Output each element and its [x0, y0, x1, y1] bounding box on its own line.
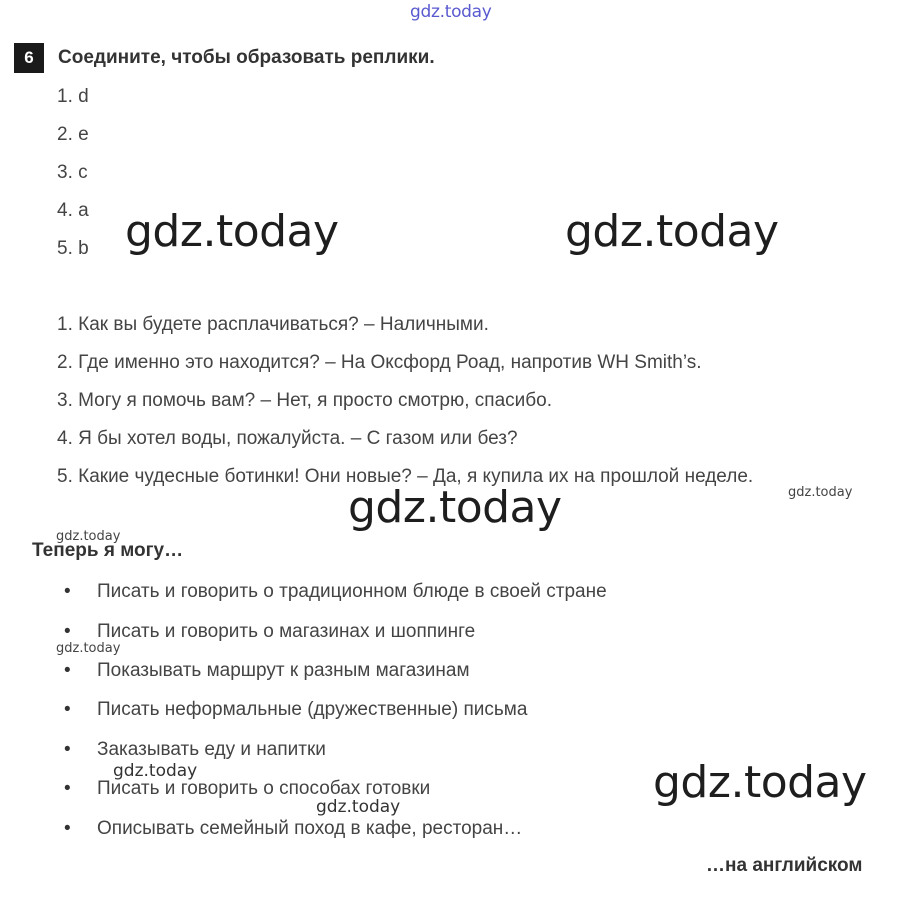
sentence-item: 5. Какие чудесные ботинки! Они новые? – Да, я купила их на прошлой неделе.: [57, 466, 754, 487]
watermark-medium: gdz.today: [113, 761, 198, 781]
skill-item: Писать неформальные (дружественные) письма: [97, 699, 528, 720]
skill-item: Писать и говорить о магазинах и шоппинге: [97, 621, 476, 642]
exercise-title: Соедините, чтобы образовать реплики.: [58, 47, 435, 68]
bullet-dot: •: [64, 699, 71, 720]
bullet-dot: •: [64, 739, 71, 760]
watermark-small: gdz.today: [56, 641, 121, 656]
bullet-dot: •: [64, 621, 71, 642]
sentence-item: 4. Я бы хотел воды, пожалуйста. – С газом или без?: [57, 428, 518, 449]
skill-item: Показывать маршрут к разным магазинам: [97, 660, 470, 681]
watermark-small: gdz.today: [788, 485, 853, 500]
answer-item: 4. a: [57, 200, 89, 221]
section-heading: Теперь я могу…: [32, 540, 184, 561]
watermark-large: gdz.today: [348, 482, 562, 533]
watermark-small: gdz.today: [56, 529, 121, 544]
skill-item: Писать и говорить о традиционном блюде в своей стране: [97, 581, 607, 602]
watermark-large: gdz.today: [125, 206, 339, 257]
bullet-dot: •: [64, 581, 71, 602]
bullet-dot: •: [64, 660, 71, 681]
footer-note: …на английском: [706, 855, 863, 876]
skill-item: Писать и говорить о способах готовки: [97, 778, 431, 799]
answer-item: 2. e: [57, 124, 89, 145]
answer-item: 5. b: [57, 238, 89, 259]
answer-item: 1. d: [57, 86, 89, 107]
watermark-medium: gdz.today: [316, 797, 401, 817]
watermark-top: gdz.today: [410, 2, 492, 22]
exercise-number-badge: 6: [14, 43, 44, 73]
skill-item: Заказывать еду и напитки: [97, 739, 326, 760]
sentence-item: 2. Где именно это находится? – На Оксфорд Роад, напротив WH Smith’s.: [57, 352, 702, 373]
skill-item: Описывать семейный поход в кафе, ресторан…: [97, 818, 523, 839]
bullet-dot: •: [64, 818, 71, 839]
watermark-large: gdz.today: [565, 206, 779, 257]
bullet-dot: •: [64, 778, 71, 799]
watermark-large: gdz.today: [653, 757, 867, 808]
sentence-item: 1. Как вы будете расплачиваться? – Наличными.: [57, 314, 489, 335]
answer-item: 3. c: [57, 162, 88, 183]
sentence-item: 3. Могу я помочь вам? – Нет, я просто смотрю, спасибо.: [57, 390, 552, 411]
